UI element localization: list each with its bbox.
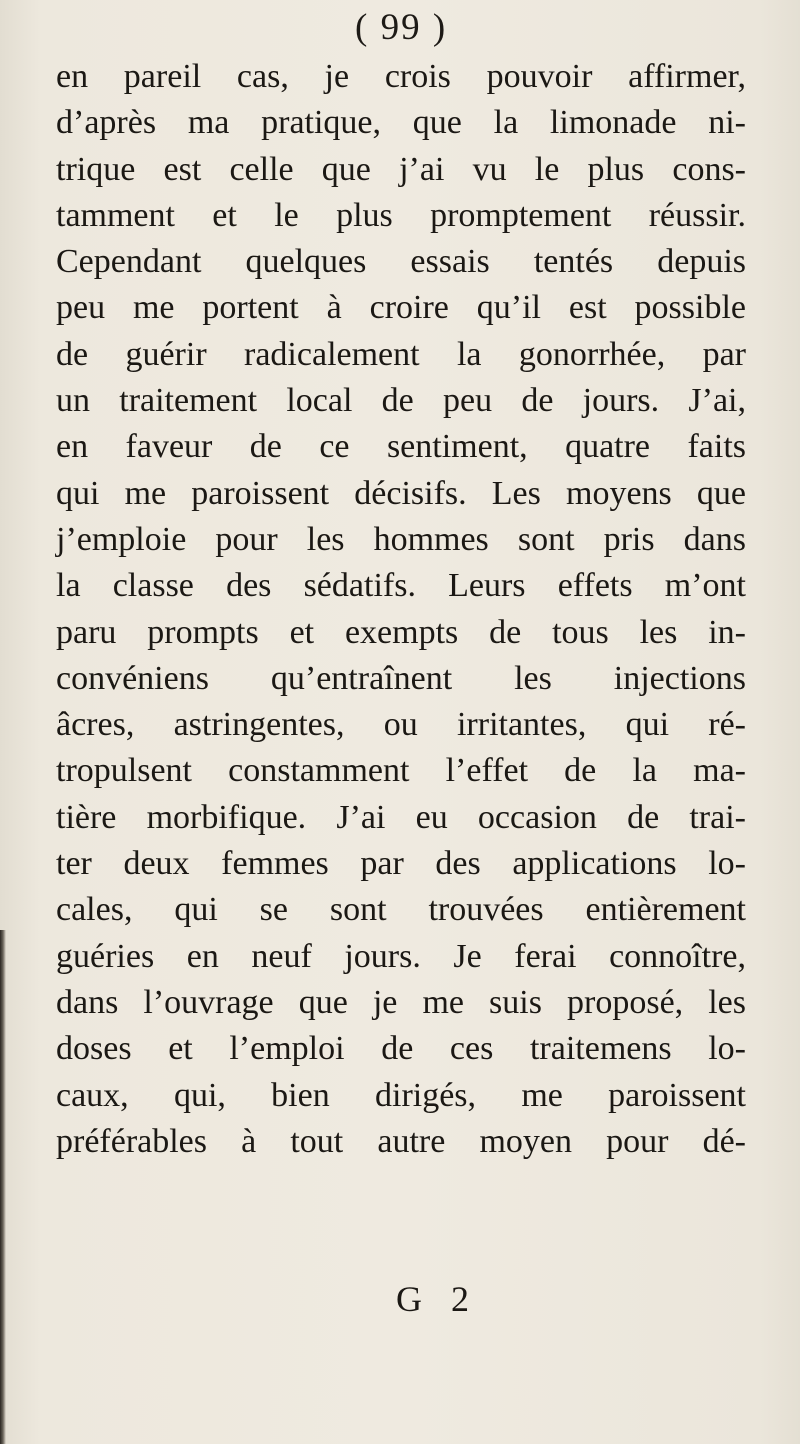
text-line: j’emploie pour les hommes sont pris dans	[56, 520, 746, 558]
text-line: trique est celle que j’ai vu le plus cons-	[56, 150, 746, 188]
body-text	[56, 54, 746, 1165]
text-line: ter deux femmes par des applications lo-	[56, 845, 746, 883]
text-line: cales, qui se sont trouvées entièrement	[56, 891, 746, 929]
text-line: la classe des sédatifs. Leurs effets m’ont	[56, 567, 746, 605]
text-line: en pareil cas, je crois pouvoir affirmer,	[56, 58, 746, 95]
text-line: tropulsent constamment l’effet de la ma-	[56, 752, 746, 790]
text-line: convéniens qu’entraînent les injections	[56, 659, 746, 697]
text-line: tamment et le plus promptement réussir.	[56, 196, 746, 234]
text-line: qui me paroissent décisifs. Les moyens que	[56, 474, 746, 512]
text-line: caux, qui, bien dirigés, me paroissent	[56, 1076, 746, 1114]
text-line: paru prompts et exempts de tous les in-	[56, 613, 746, 651]
text-line: en faveur de ce sentiment, quatre faits	[56, 428, 746, 466]
text-line: préférables à tout autre moyen pour dé-	[56, 1122, 746, 1160]
text-line: un traitement local de peu de jours. J’ai,	[56, 382, 746, 420]
text-line: dans l’ouvrage que je me suis proposé, les	[56, 983, 746, 1021]
page-edge-shadow	[0, 930, 6, 1444]
page-number: ( 99 )	[355, 7, 448, 48]
text-line: peu me portent à croire qu’il est possible	[56, 289, 746, 327]
text-line: doses et l’emploi de ces traitemens lo-	[56, 1030, 746, 1068]
text-line: guéries en neuf jours. Je ferai connoître,	[56, 937, 746, 975]
text-line: d’après ma pratique, que la limonade ni-	[56, 104, 746, 142]
text-line: tière morbifique. J’ai eu occasion de trai-	[56, 798, 746, 836]
text-line: de guérir radicalement la gonorrhée, par	[56, 335, 746, 373]
text-line: Cependant quelques essais tentés depuis	[56, 243, 746, 281]
text-line: âcres, astringentes, ou irritantes, qui ré-	[56, 706, 746, 744]
signature-mark: G 2	[396, 1279, 479, 1319]
